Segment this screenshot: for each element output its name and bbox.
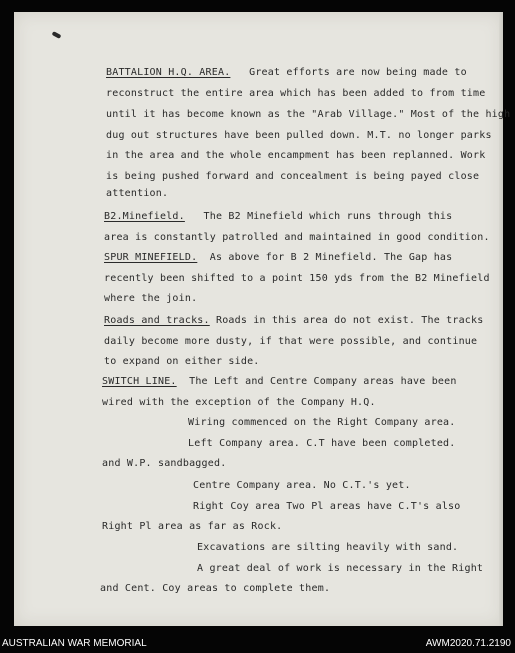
paragraph-text: Great efforts are now being made to <box>249 67 467 78</box>
paragraph-text: The Left and Centre Company areas have been <box>189 376 457 387</box>
text-line: Centre Company area. No C.T.'s yet. <box>193 480 411 491</box>
text-line: Excavations are silting heavily with sand. <box>197 542 459 553</box>
paragraph-text: The B2 Minefield which runs through this <box>203 211 453 222</box>
archive-credit: AUSTRALIAN WAR MEMORIAL <box>2 638 147 649</box>
text-line: Left Company area. C.T have been completed. <box>188 438 456 449</box>
text-line: attention. <box>106 188 169 199</box>
text-line: wired with the exception of the Company H.Q. <box>102 397 376 408</box>
ink-mark <box>52 31 62 39</box>
text-line: until it has become known as the "Arab Village." Most of the high <box>106 109 511 120</box>
text-line <box>104 315 483 327</box>
text-line: Right Coy area Two Pl areas have C.T's also <box>193 501 461 512</box>
text-line: is being pushed forward and concealment is being payed close <box>106 171 480 182</box>
text-line: Right Pl area as far as Rock. <box>102 521 283 532</box>
text-line <box>106 67 467 79</box>
text-line: A great deal of work is necessary in the Right <box>197 563 484 574</box>
text-line: in the area and the whole encampment has been replanned. Work <box>106 150 486 161</box>
section-heading-b2-minefield: B2.Minefield. <box>104 211 185 222</box>
text-line: and W.P. sandbagged. <box>102 458 227 469</box>
text-line: area is constantly patrolled and maintained in good condition. <box>104 232 490 243</box>
text-line: Wiring commenced on the Right Company area. <box>188 417 456 428</box>
text-line: and Cent. Coy areas to complete them. <box>100 583 331 594</box>
text-line: where the join. <box>104 293 198 304</box>
section-heading-spur-minefield: SPUR MINEFIELD. <box>104 252 198 263</box>
text-line <box>104 211 452 223</box>
text-line: dug out structures have been pulled down. M.T. no longer parks <box>106 130 492 141</box>
text-line <box>102 376 457 388</box>
archive-reference: AWM2020.71.2190 <box>425 638 511 649</box>
text-line <box>104 252 452 264</box>
section-heading-switch-line: SWITCH LINE. <box>102 376 177 387</box>
paper-edge <box>499 12 503 626</box>
section-heading-roads-tracks: Roads and tracks. <box>104 315 210 326</box>
text-line: recently been shifted to a point 150 yds from the B2 Minefield <box>104 273 490 284</box>
section-heading-battalion-hq: BATTALION H.Q. AREA. <box>106 67 231 78</box>
text-line: reconstruct the entire area which has been added to from time <box>106 88 486 99</box>
text-line: daily become more dusty, if that were possible, and continue <box>104 336 478 347</box>
text-line: to expand on either side. <box>104 356 260 367</box>
paragraph-text: Roads in this area do not exist. The tracks <box>215 315 484 326</box>
paragraph-text: As above for B 2 Minefield. The Gap has <box>209 252 453 263</box>
